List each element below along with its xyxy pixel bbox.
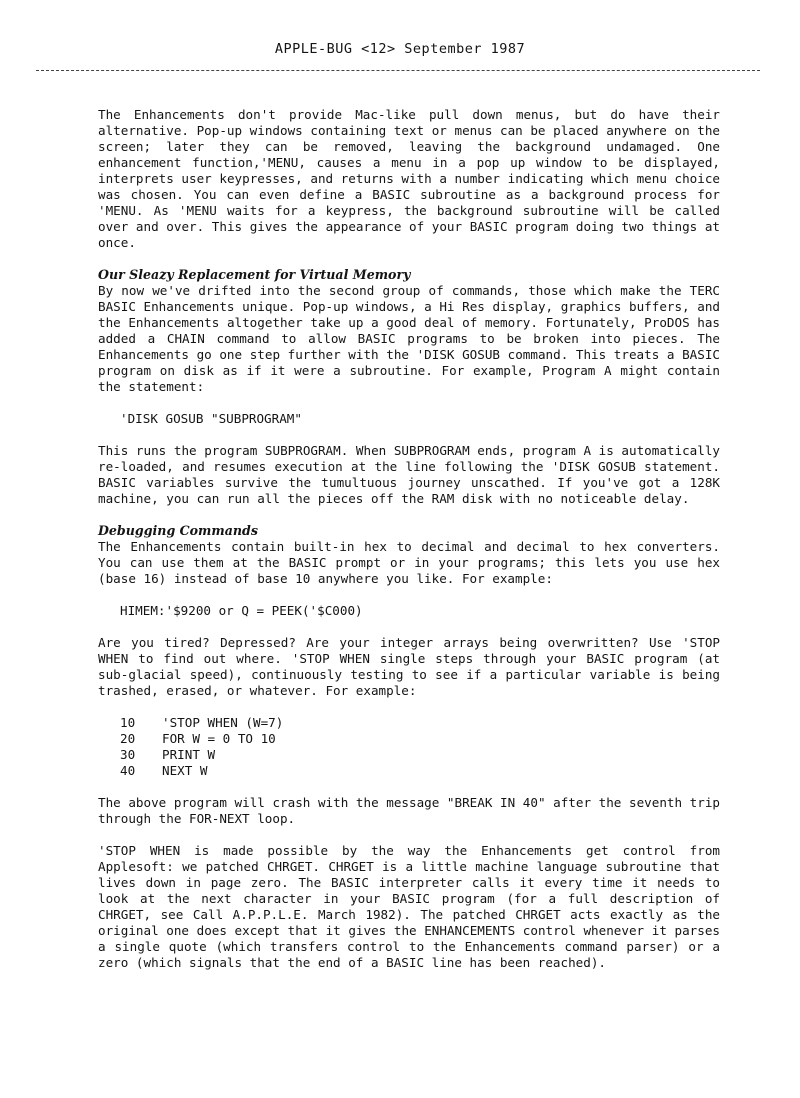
section-heading-virtual-memory: Our Sleazy Replacement for Virtual Memory — [98, 267, 411, 282]
line-number: 20 — [120, 731, 136, 746]
paragraph-intro: The Enhancements don't provide Mac-like pull down menus, but do have their alternative. Pop-up windows containing text or menus can be placed anywhere on the screen; later they can be removed, leaving the background undamaged. One enhancement function,'MENU, causes a menu in a pop up window to be displayed, interprets user keypresses, and returns with a number indicating which menu choice was chosen. You can even define a BASIC subroutine as a background process for 'MENU. As 'MENU waits for a keypress, the background subroutine will be called over and over. This gives the appearance of your BASIC program doing two things at once. — [98, 107, 720, 250]
line-number: 10 — [120, 715, 136, 730]
listing-line — [120, 715, 720, 731]
line-statement: NEXT W — [162, 763, 208, 778]
line-number: 40 — [120, 763, 136, 778]
line-statement: 'STOP WHEN (W=7) — [162, 715, 284, 730]
paragraph-subprogram: This runs the program SUBPROGRAM. When SUBPROGRAM ends, program A is automatically re-loaded, and resumes execution at the line following the 'DISK GOSUB statement. BASIC variables survive the tumultuous journey unscathed. If you've got a 128K machine, you can run all the pieces off the RAM disk with no noticeable delay. — [98, 443, 720, 506]
line-statement: PRINT W — [162, 747, 216, 762]
line-number: 30 — [120, 747, 136, 762]
paragraph-tired: Are you tired? Depressed? Are your integer arrays being overwritten? Use 'STOP WHEN to find out where. 'STOP WHEN single steps through your BASIC program (at sub-glacial speed), continuously testing to see if a particular variable is being trashed, erased, or whatever. For example: — [98, 635, 720, 698]
code-disk-gosub: 'DISK GOSUB "SUBPROGRAM" — [120, 411, 302, 426]
page-header: APPLE-BUG <12> September 1987 — [274, 41, 526, 57]
code-himem: HIMEM:'$9200 or Q = PEEK('$C000) — [120, 603, 363, 618]
paragraph-memory: By now we've drifted into the second group of commands, those which make the TERC BASIC Enhancements unique. Pop-up windows, a Hi Res display, graphics buffers, and the Enhancements altogether take up a good deal of memory. Fortunately, ProDOS has added a CHAIN command to allow BASIC programs to be broken into pieces. The Enhancements go one step further with the 'DISK GOSUB command. This treats a BASIC program on disk as if it were a subroutine. For example, Program A might contain the statement: — [98, 283, 720, 394]
article-body — [98, 107, 720, 987]
listing-line — [120, 747, 720, 763]
header-divider — [36, 70, 760, 71]
paragraph-debug: The Enhancements contain built-in hex to decimal and decimal to hex converters. You can use them at the BASIC prompt or in your programs; this lets you use hex (base 16) instead of base 10 anywhere you like. For example: — [98, 539, 720, 586]
listing-line — [120, 763, 720, 779]
code-listing — [98, 715, 720, 779]
line-statement: FOR W = 0 TO 10 — [162, 731, 276, 746]
paragraph-chrget: 'STOP WHEN is made possible by the way the Enhancements get control from Applesoft: we patched CHRGET. CHRGET is a little machine language subroutine that lives down in page zero. The BASIC interpreter calls it every time it needs to look at the next character in your BASIC program (for a full description of CHRGET, see Call A.P.P.L.E. March 1982). The patched CHRGET acts exactly as the original one does except that it gives the ENHANCEMENTS control whenever it parses a single quote (which transfers control to the Enhancements command parser) or a zero (which signals that the end of a BASIC line has been reached). — [98, 843, 720, 970]
paragraph-crash: The above program will crash with the message "BREAK IN 40" after the seventh trip through the FOR-NEXT loop. — [98, 795, 720, 826]
section-heading-debugging: Debugging Commands — [98, 523, 258, 538]
listing-line — [120, 731, 720, 747]
